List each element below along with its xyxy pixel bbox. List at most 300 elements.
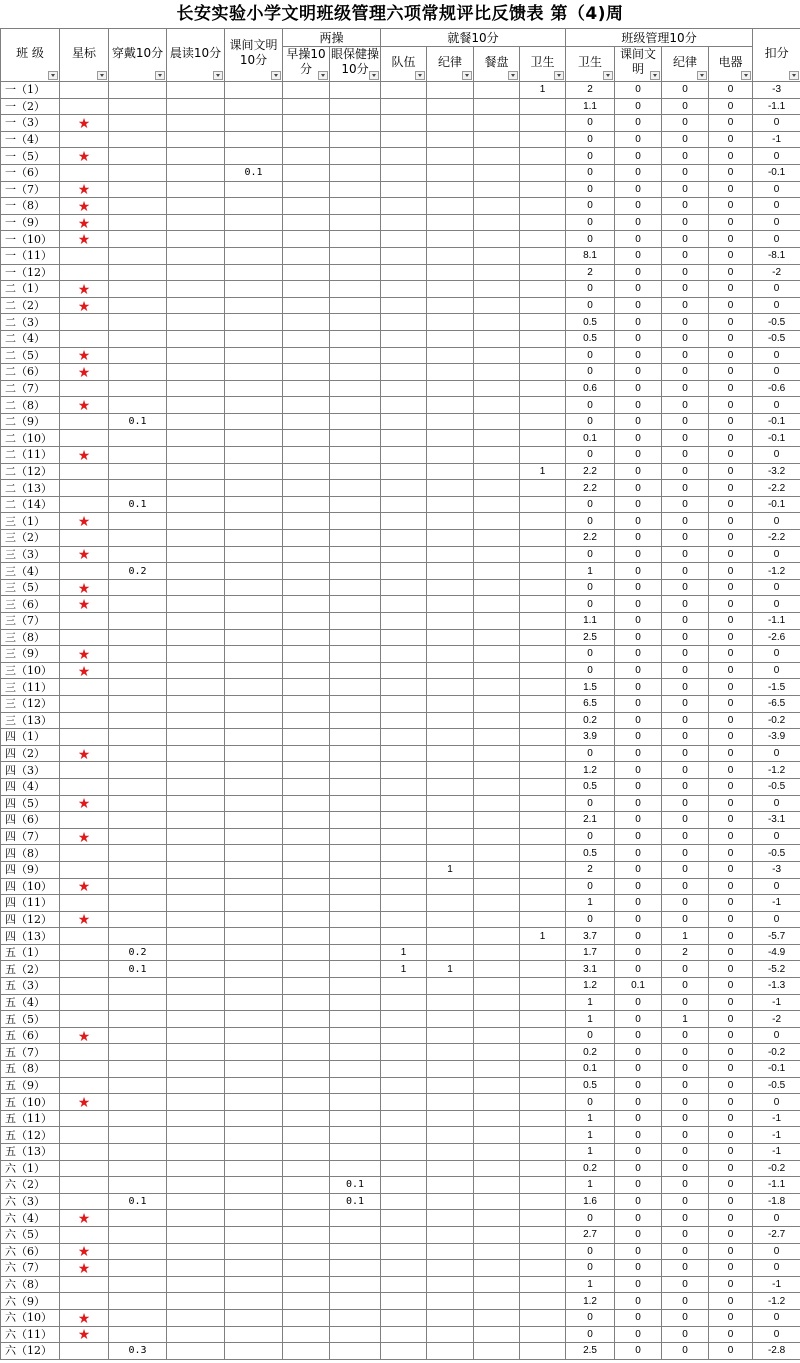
appliance-cell[interactable]: 0	[709, 397, 753, 414]
morning-exercise-cell[interactable]	[283, 1309, 330, 1326]
queue-cell[interactable]	[381, 1243, 427, 1260]
star-cell[interactable]	[60, 1144, 109, 1161]
dining-discipline-cell[interactable]	[427, 364, 474, 381]
tray-cell[interactable]	[474, 413, 520, 430]
dining-hygiene-cell[interactable]	[520, 828, 566, 845]
dining-discipline-cell[interactable]	[427, 1160, 474, 1177]
hygiene-cell[interactable]: 0	[566, 397, 615, 414]
appliance-cell[interactable]: 0	[709, 214, 753, 231]
dining-hygiene-cell[interactable]	[520, 530, 566, 547]
deduct-cell[interactable]: -1.1	[753, 98, 800, 115]
star-cell[interactable]	[60, 1077, 109, 1094]
tray-cell[interactable]	[474, 1193, 520, 1210]
dining-discipline-cell[interactable]	[427, 994, 474, 1011]
reading-cell[interactable]	[167, 1343, 225, 1360]
star-cell[interactable]	[60, 347, 109, 364]
class-name-cell[interactable]: 二（1）	[1, 281, 60, 298]
recess-cell[interactable]	[225, 314, 283, 331]
tray-cell[interactable]	[474, 629, 520, 646]
header-star[interactable]: 星标	[60, 29, 109, 82]
cm-discipline-cell[interactable]: 0	[662, 148, 709, 165]
star-cell[interactable]	[60, 762, 109, 779]
dining-discipline-cell[interactable]	[427, 530, 474, 547]
class-name-cell[interactable]: 六（8）	[1, 1276, 60, 1293]
appliance-cell[interactable]: 0	[709, 1127, 753, 1144]
dress-cell[interactable]	[109, 978, 167, 995]
dress-cell[interactable]	[109, 745, 167, 762]
tray-cell[interactable]	[474, 1293, 520, 1310]
star-cell[interactable]	[60, 1094, 109, 1111]
eye-exercise-cell[interactable]	[330, 214, 381, 231]
morning-exercise-cell[interactable]	[283, 1061, 330, 1078]
star-cell[interactable]	[60, 596, 109, 613]
class-name-cell[interactable]: 二（13）	[1, 480, 60, 497]
class-name-cell[interactable]: 四（10）	[1, 878, 60, 895]
queue-cell[interactable]	[381, 297, 427, 314]
hygiene-cell[interactable]: 1	[566, 1177, 615, 1194]
hygiene-cell[interactable]: 0	[566, 364, 615, 381]
eye-exercise-cell[interactable]	[330, 447, 381, 464]
tray-cell[interactable]	[474, 447, 520, 464]
cm-discipline-cell[interactable]: 0	[662, 745, 709, 762]
queue-cell[interactable]	[381, 1011, 427, 1028]
star-cell[interactable]	[60, 994, 109, 1011]
appliance-cell[interactable]: 0	[709, 413, 753, 430]
reading-cell[interactable]	[167, 613, 225, 630]
reading-cell[interactable]	[167, 895, 225, 912]
deduct-cell[interactable]: -1.1	[753, 1177, 800, 1194]
eye-exercise-cell[interactable]	[330, 1160, 381, 1177]
recess-cell[interactable]	[225, 413, 283, 430]
morning-exercise-cell[interactable]	[283, 231, 330, 248]
dining-hygiene-cell[interactable]	[520, 1044, 566, 1061]
dining-discipline-cell[interactable]	[427, 1094, 474, 1111]
morning-exercise-cell[interactable]	[283, 596, 330, 613]
dining-hygiene-cell[interactable]	[520, 1226, 566, 1243]
cm-recess-cell[interactable]: 0	[615, 845, 662, 862]
cm-recess-cell[interactable]: 0	[615, 911, 662, 928]
class-name-cell[interactable]: 四（5）	[1, 795, 60, 812]
cm-recess-cell[interactable]: 0	[615, 944, 662, 961]
cm-discipline-cell[interactable]: 0	[662, 563, 709, 580]
cm-recess-cell[interactable]: 0	[615, 380, 662, 397]
cm-discipline-cell[interactable]: 0	[662, 1177, 709, 1194]
dress-cell[interactable]	[109, 712, 167, 729]
header-cm-recess[interactable]: 课间文明	[615, 47, 662, 82]
cm-discipline-cell[interactable]: 0	[662, 1243, 709, 1260]
cm-discipline-cell[interactable]: 0	[662, 1110, 709, 1127]
queue-cell[interactable]	[381, 745, 427, 762]
eye-exercise-cell[interactable]	[330, 413, 381, 430]
recess-cell[interactable]	[225, 397, 283, 414]
recess-cell[interactable]	[225, 1044, 283, 1061]
hygiene-cell[interactable]: 0.2	[566, 1160, 615, 1177]
appliance-cell[interactable]: 0	[709, 712, 753, 729]
dining-hygiene-cell[interactable]	[520, 496, 566, 513]
dress-cell[interactable]	[109, 662, 167, 679]
deduct-cell[interactable]: 0	[753, 1326, 800, 1343]
dining-discipline-cell[interactable]	[427, 778, 474, 795]
dining-hygiene-cell[interactable]	[520, 181, 566, 198]
hygiene-cell[interactable]: 0.5	[566, 778, 615, 795]
morning-exercise-cell[interactable]	[283, 1144, 330, 1161]
hygiene-cell[interactable]: 0.6	[566, 380, 615, 397]
star-cell[interactable]	[60, 214, 109, 231]
queue-cell[interactable]	[381, 530, 427, 547]
hygiene-cell[interactable]: 2.5	[566, 1343, 615, 1360]
morning-exercise-cell[interactable]	[283, 1326, 330, 1343]
morning-exercise-cell[interactable]	[283, 380, 330, 397]
star-cell[interactable]	[60, 264, 109, 281]
eye-exercise-cell[interactable]	[330, 1326, 381, 1343]
dining-hygiene-cell[interactable]	[520, 314, 566, 331]
appliance-cell[interactable]: 0	[709, 1160, 753, 1177]
recess-cell[interactable]	[225, 181, 283, 198]
hygiene-cell[interactable]: 0	[566, 1094, 615, 1111]
morning-exercise-cell[interactable]	[283, 148, 330, 165]
cm-discipline-cell[interactable]: 0	[662, 613, 709, 630]
hygiene-cell[interactable]: 2.1	[566, 812, 615, 829]
dress-cell[interactable]	[109, 115, 167, 132]
deduct-cell[interactable]: -3.2	[753, 463, 800, 480]
cm-recess-cell[interactable]: 0	[615, 1226, 662, 1243]
queue-cell[interactable]	[381, 463, 427, 480]
filter-dropdown-icon[interactable]	[554, 71, 564, 80]
appliance-cell[interactable]: 0	[709, 380, 753, 397]
appliance-cell[interactable]: 0	[709, 198, 753, 215]
dining-hygiene-cell[interactable]	[520, 679, 566, 696]
recess-cell[interactable]	[225, 281, 283, 298]
tray-cell[interactable]	[474, 115, 520, 132]
dress-cell[interactable]	[109, 1094, 167, 1111]
dress-cell[interactable]	[109, 828, 167, 845]
dining-discipline-cell[interactable]	[427, 463, 474, 480]
deduct-cell[interactable]: -1.2	[753, 1293, 800, 1310]
star-cell[interactable]	[60, 231, 109, 248]
dining-discipline-cell[interactable]	[427, 148, 474, 165]
morning-exercise-cell[interactable]	[283, 264, 330, 281]
class-name-cell[interactable]: 二（5）	[1, 347, 60, 364]
tray-cell[interactable]	[474, 214, 520, 231]
cm-recess-cell[interactable]: 0	[615, 1309, 662, 1326]
morning-exercise-cell[interactable]	[283, 115, 330, 132]
class-name-cell[interactable]: 五（9）	[1, 1077, 60, 1094]
class-name-cell[interactable]: 六（9）	[1, 1293, 60, 1310]
appliance-cell[interactable]: 0	[709, 98, 753, 115]
deduct-cell[interactable]: -8.1	[753, 247, 800, 264]
class-name-cell[interactable]: 五（10）	[1, 1094, 60, 1111]
deduct-cell[interactable]: -0.5	[753, 330, 800, 347]
cm-discipline-cell[interactable]: 0	[662, 214, 709, 231]
queue-cell[interactable]	[381, 430, 427, 447]
morning-exercise-cell[interactable]	[283, 911, 330, 928]
filter-dropdown-icon[interactable]	[369, 71, 379, 80]
morning-exercise-cell[interactable]	[283, 563, 330, 580]
eye-exercise-cell[interactable]	[330, 1210, 381, 1227]
dining-hygiene-cell[interactable]	[520, 247, 566, 264]
class-name-cell[interactable]: 四（4）	[1, 778, 60, 795]
reading-cell[interactable]	[167, 1193, 225, 1210]
recess-cell[interactable]	[225, 1309, 283, 1326]
dining-discipline-cell[interactable]	[427, 314, 474, 331]
dress-cell[interactable]	[109, 1011, 167, 1028]
star-cell[interactable]	[60, 795, 109, 812]
recess-cell[interactable]	[225, 596, 283, 613]
star-cell[interactable]	[60, 281, 109, 298]
class-name-cell[interactable]: 六（3）	[1, 1193, 60, 1210]
dining-hygiene-cell[interactable]	[520, 712, 566, 729]
appliance-cell[interactable]: 0	[709, 812, 753, 829]
deduct-cell[interactable]: 0	[753, 115, 800, 132]
appliance-cell[interactable]: 0	[709, 596, 753, 613]
cm-discipline-cell[interactable]: 0	[662, 662, 709, 679]
dining-discipline-cell[interactable]	[427, 579, 474, 596]
queue-cell[interactable]	[381, 629, 427, 646]
queue-cell[interactable]	[381, 895, 427, 912]
dining-discipline-cell[interactable]	[427, 596, 474, 613]
dining-hygiene-cell[interactable]	[520, 131, 566, 148]
recess-cell[interactable]	[225, 613, 283, 630]
eye-exercise-cell[interactable]	[330, 978, 381, 995]
deduct-cell[interactable]: -0.6	[753, 380, 800, 397]
deduct-cell[interactable]: 0	[753, 347, 800, 364]
cm-discipline-cell[interactable]: 0	[662, 314, 709, 331]
appliance-cell[interactable]: 0	[709, 1144, 753, 1161]
dress-cell[interactable]	[109, 729, 167, 746]
eye-exercise-cell[interactable]	[330, 115, 381, 132]
reading-cell[interactable]	[167, 828, 225, 845]
cm-recess-cell[interactable]: 0	[615, 1077, 662, 1094]
star-cell[interactable]	[60, 1276, 109, 1293]
class-name-cell[interactable]: 二（6）	[1, 364, 60, 381]
class-name-cell[interactable]: 五（7）	[1, 1044, 60, 1061]
hygiene-cell[interactable]: 6.5	[566, 695, 615, 712]
hygiene-cell[interactable]: 0	[566, 281, 615, 298]
cm-discipline-cell[interactable]: 0	[662, 513, 709, 530]
dress-cell[interactable]	[109, 1110, 167, 1127]
hygiene-cell[interactable]: 0	[566, 878, 615, 895]
header-cm-discipline[interactable]: 纪律	[662, 47, 709, 82]
recess-cell[interactable]	[225, 1077, 283, 1094]
eye-exercise-cell[interactable]	[330, 646, 381, 663]
star-cell[interactable]	[60, 613, 109, 630]
dining-discipline-cell[interactable]	[427, 546, 474, 563]
deduct-cell[interactable]: -1	[753, 1127, 800, 1144]
eye-exercise-cell[interactable]	[330, 795, 381, 812]
dining-hygiene-cell[interactable]	[520, 795, 566, 812]
dining-hygiene-cell[interactable]	[520, 662, 566, 679]
recess-cell[interactable]	[225, 463, 283, 480]
dining-discipline-cell[interactable]	[427, 1276, 474, 1293]
reading-cell[interactable]	[167, 513, 225, 530]
dress-cell[interactable]	[109, 795, 167, 812]
class-name-cell[interactable]: 四（13）	[1, 928, 60, 945]
dining-hygiene-cell[interactable]	[520, 861, 566, 878]
class-name-cell[interactable]: 一（2）	[1, 98, 60, 115]
appliance-cell[interactable]: 0	[709, 530, 753, 547]
morning-exercise-cell[interactable]	[283, 198, 330, 215]
dress-cell[interactable]	[109, 646, 167, 663]
cm-discipline-cell[interactable]: 0	[662, 413, 709, 430]
cm-discipline-cell[interactable]: 0	[662, 447, 709, 464]
dining-discipline-cell[interactable]	[427, 695, 474, 712]
dress-cell[interactable]	[109, 878, 167, 895]
hygiene-cell[interactable]: 1.1	[566, 613, 615, 630]
morning-exercise-cell[interactable]	[283, 878, 330, 895]
eye-exercise-cell[interactable]	[330, 1044, 381, 1061]
morning-exercise-cell[interactable]	[283, 579, 330, 596]
deduct-cell[interactable]: -0.2	[753, 1160, 800, 1177]
cm-discipline-cell[interactable]: 0	[662, 1027, 709, 1044]
dining-discipline-cell[interactable]	[427, 745, 474, 762]
hygiene-cell[interactable]: 1.2	[566, 978, 615, 995]
appliance-cell[interactable]: 0	[709, 281, 753, 298]
hygiene-cell[interactable]: 0	[566, 513, 615, 530]
eye-exercise-cell[interactable]	[330, 198, 381, 215]
tray-cell[interactable]	[474, 164, 520, 181]
star-cell[interactable]	[60, 1193, 109, 1210]
tray-cell[interactable]	[474, 1127, 520, 1144]
dress-cell[interactable]: 0.2	[109, 944, 167, 961]
dining-hygiene-cell[interactable]	[520, 430, 566, 447]
deduct-cell[interactable]: 0	[753, 1309, 800, 1326]
tray-cell[interactable]	[474, 1094, 520, 1111]
eye-exercise-cell[interactable]	[330, 878, 381, 895]
morning-exercise-cell[interactable]	[283, 662, 330, 679]
hygiene-cell[interactable]: 2	[566, 264, 615, 281]
class-name-cell[interactable]: 二（11）	[1, 447, 60, 464]
dining-discipline-cell[interactable]	[427, 928, 474, 945]
cm-discipline-cell[interactable]: 0	[662, 695, 709, 712]
class-name-cell[interactable]: 三（9）	[1, 646, 60, 663]
eye-exercise-cell[interactable]	[330, 911, 381, 928]
dining-discipline-cell[interactable]	[427, 181, 474, 198]
reading-cell[interactable]	[167, 994, 225, 1011]
star-cell[interactable]	[60, 1160, 109, 1177]
reading-cell[interactable]	[167, 812, 225, 829]
reading-cell[interactable]	[167, 762, 225, 779]
recess-cell[interactable]	[225, 480, 283, 497]
class-name-cell[interactable]: 三（13）	[1, 712, 60, 729]
cm-discipline-cell[interactable]: 0	[662, 911, 709, 928]
filter-dropdown-icon[interactable]	[48, 71, 58, 80]
deduct-cell[interactable]: -1.3	[753, 978, 800, 995]
dining-discipline-cell[interactable]	[427, 712, 474, 729]
star-cell[interactable]	[60, 364, 109, 381]
reading-cell[interactable]	[167, 530, 225, 547]
dining-hygiene-cell[interactable]	[520, 745, 566, 762]
appliance-cell[interactable]: 0	[709, 1293, 753, 1310]
deduct-cell[interactable]: 0	[753, 1210, 800, 1227]
tray-cell[interactable]	[474, 1077, 520, 1094]
dress-cell[interactable]	[109, 695, 167, 712]
dining-hygiene-cell[interactable]	[520, 878, 566, 895]
hygiene-cell[interactable]: 0	[566, 828, 615, 845]
tray-cell[interactable]	[474, 231, 520, 248]
deduct-cell[interactable]: -1	[753, 1110, 800, 1127]
hygiene-cell[interactable]: 0	[566, 1309, 615, 1326]
deduct-cell[interactable]: 0	[753, 297, 800, 314]
cm-discipline-cell[interactable]: 0	[662, 1127, 709, 1144]
dining-discipline-cell[interactable]	[427, 795, 474, 812]
reading-cell[interactable]	[167, 1127, 225, 1144]
cm-recess-cell[interactable]: 0	[615, 1260, 662, 1277]
reading-cell[interactable]	[167, 231, 225, 248]
queue-cell[interactable]	[381, 198, 427, 215]
dining-hygiene-cell[interactable]	[520, 695, 566, 712]
cm-discipline-cell[interactable]: 0	[662, 82, 709, 99]
reading-cell[interactable]	[167, 1044, 225, 1061]
queue-cell[interactable]	[381, 1193, 427, 1210]
appliance-cell[interactable]: 0	[709, 480, 753, 497]
queue-cell[interactable]	[381, 1210, 427, 1227]
cm-discipline-cell[interactable]: 1	[662, 1011, 709, 1028]
cm-discipline-cell[interactable]: 0	[662, 463, 709, 480]
cm-recess-cell[interactable]: 0	[615, 347, 662, 364]
hygiene-cell[interactable]: 0	[566, 646, 615, 663]
dress-cell[interactable]	[109, 164, 167, 181]
dress-cell[interactable]	[109, 596, 167, 613]
deduct-cell[interactable]: 0	[753, 646, 800, 663]
dining-discipline-cell[interactable]	[427, 1309, 474, 1326]
reading-cell[interactable]	[167, 347, 225, 364]
deduct-cell[interactable]: 0	[753, 596, 800, 613]
cm-discipline-cell[interactable]: 0	[662, 330, 709, 347]
cm-discipline-cell[interactable]: 0	[662, 861, 709, 878]
dress-cell[interactable]	[109, 1260, 167, 1277]
star-cell[interactable]	[60, 745, 109, 762]
reading-cell[interactable]	[167, 98, 225, 115]
dining-discipline-cell[interactable]	[427, 82, 474, 99]
deduct-cell[interactable]: -5.7	[753, 928, 800, 945]
dining-hygiene-cell[interactable]	[520, 1127, 566, 1144]
hygiene-cell[interactable]: 0	[566, 347, 615, 364]
queue-cell[interactable]	[381, 247, 427, 264]
dining-discipline-cell[interactable]	[427, 1326, 474, 1343]
star-cell[interactable]	[60, 181, 109, 198]
reading-cell[interactable]	[167, 496, 225, 513]
reading-cell[interactable]	[167, 198, 225, 215]
reading-cell[interactable]	[167, 944, 225, 961]
recess-cell[interactable]	[225, 1243, 283, 1260]
hygiene-cell[interactable]: 2.7	[566, 1226, 615, 1243]
appliance-cell[interactable]: 0	[709, 1110, 753, 1127]
dining-discipline-cell[interactable]	[427, 1110, 474, 1127]
morning-exercise-cell[interactable]	[283, 1193, 330, 1210]
eye-exercise-cell[interactable]	[330, 745, 381, 762]
cm-recess-cell[interactable]: 0	[615, 1110, 662, 1127]
tray-cell[interactable]	[474, 1027, 520, 1044]
cm-recess-cell[interactable]: 0	[615, 812, 662, 829]
dining-hygiene-cell[interactable]	[520, 115, 566, 132]
eye-exercise-cell[interactable]	[330, 1276, 381, 1293]
tray-cell[interactable]	[474, 330, 520, 347]
reading-cell[interactable]	[167, 1226, 225, 1243]
recess-cell[interactable]	[225, 380, 283, 397]
appliance-cell[interactable]: 0	[709, 845, 753, 862]
hygiene-cell[interactable]: 0	[566, 1326, 615, 1343]
cm-recess-cell[interactable]: 0	[615, 662, 662, 679]
queue-cell[interactable]	[381, 364, 427, 381]
tray-cell[interactable]	[474, 1243, 520, 1260]
dining-discipline-cell[interactable]	[427, 1144, 474, 1161]
dress-cell[interactable]	[109, 1210, 167, 1227]
tray-cell[interactable]	[474, 1343, 520, 1360]
tray-cell[interactable]	[474, 264, 520, 281]
appliance-cell[interactable]: 0	[709, 264, 753, 281]
dress-cell[interactable]	[109, 530, 167, 547]
deduct-cell[interactable]: -3.1	[753, 812, 800, 829]
